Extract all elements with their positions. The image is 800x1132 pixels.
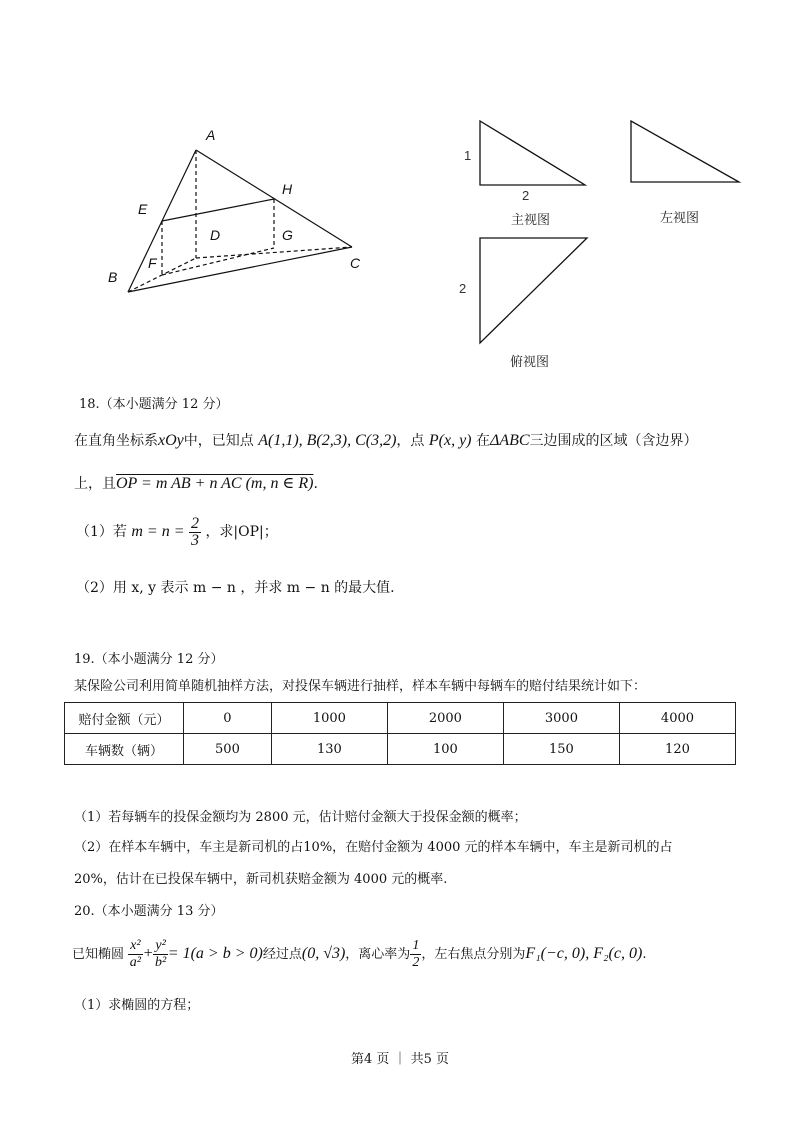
table-row-label: 赔付金额（元） (65, 703, 184, 734)
q18-triangle: ΔABC (489, 432, 530, 449)
label-g: G (282, 227, 293, 243)
q18-part2: （2）用 x, y 表示 m − n ，并求 m − n 的最大值. (76, 580, 395, 596)
q20-ecc-fraction (410, 938, 421, 971)
claims-table (64, 702, 736, 765)
q18-header: 18.（本小题满分 12 分） (79, 397, 229, 412)
q20-line1 (72, 934, 646, 975)
top-view-label: 俯视图 (510, 354, 550, 369)
q20-point: (0, √3) (301, 945, 346, 962)
q18-xoy: xOy (158, 432, 184, 449)
q20-line1-end: . (642, 947, 647, 962)
q20-line1-mid: 经过点 (262, 947, 302, 962)
q18-part1 (76, 514, 278, 550)
q18-points: A(1,1), B(2,3), C(3,2) (258, 432, 397, 449)
front-dim-height: 1 (464, 148, 472, 163)
q19-intro: 某保险公司利用简单随机抽样方法，对投保车辆进行抽样，样本车辆中每辆车的赔付结果统计如下： (74, 679, 647, 694)
q18-frac-num: 2 (190, 514, 199, 532)
table-cell: 4000 (619, 703, 735, 734)
q18-line1 (74, 431, 698, 451)
q18-line2 (74, 474, 318, 494)
q19-part2-line1: （2）在样本车辆中，车主是新司机的占10%，在赔付金额为 4000 元的样本车辆中，车主是新司机的占 (74, 840, 673, 855)
table-cell: 130 (271, 734, 387, 765)
table-row (65, 703, 736, 734)
q18-line1-pre: 在直角坐标系 (74, 433, 158, 449)
q20-plus: + (142, 945, 154, 962)
q18-line1-mid2: ，点 (396, 433, 425, 449)
table-cell: 500 (184, 734, 272, 765)
q20-y-num: y² (155, 938, 166, 953)
q20-line1-pre: 已知椭圆 (72, 947, 125, 962)
table-cell: 0 (184, 703, 272, 734)
side-view (620, 118, 750, 233)
table-cell: 120 (619, 734, 735, 765)
table-row (65, 734, 736, 765)
q18-fraction (189, 516, 201, 549)
pyramid-figure (100, 120, 380, 300)
q18-line2-post: . (313, 476, 318, 492)
table-cell: 2000 (387, 703, 503, 734)
table-cell: 150 (503, 734, 619, 765)
q20-foci: F₁(−c, 0), F₂(c, 0) (525, 945, 643, 962)
label-d: D (210, 227, 221, 243)
q20-line1-post: ，左右焦点分别为 (421, 947, 526, 962)
top-dim-height: 2 (459, 281, 467, 296)
label-a: A (206, 127, 216, 143)
q18-line2-pre: 上，且 (74, 476, 116, 492)
q18-p: P(x, y) (428, 432, 472, 449)
front-dim-width: 2 (522, 188, 530, 203)
q18-frac-den: 3 (190, 531, 199, 549)
front-view (455, 118, 595, 233)
q18-line1-post: 三边围成的区域（含边界） (529, 433, 698, 449)
page-footer: 第4 页 ｜ 共5 页 (350, 1052, 450, 1067)
q20-ecc-num: 1 (412, 938, 420, 953)
q20-line1-mid2: ，离心率为 (345, 947, 411, 962)
label-e: E (138, 201, 148, 217)
q18-vector-eq: OP = m AB + n AC (m, n ∈ R) (116, 475, 314, 492)
q20-header: 20.（本小题满分 13 分） (74, 904, 224, 919)
q20-x-num: x² (130, 938, 141, 953)
q19-part2-line2: 20%，估计在已投保车辆中，新司机获赔金额为 4000 元的概率. (74, 872, 448, 887)
q20-y-fraction (153, 938, 167, 971)
label-c: C (350, 255, 361, 271)
q20-x-fraction (128, 938, 142, 971)
q19-part1: （1）若每辆车的投保金额均为 2800 元，估计赔付金额大于投保金额的概率； (74, 810, 527, 825)
table-cell: 1000 (271, 703, 387, 734)
table-cell: 3000 (503, 703, 619, 734)
table-row-label: 车辆数（辆） (65, 734, 184, 765)
q18-part1-post: ，求|OP|； (205, 524, 278, 540)
label-f: F (148, 255, 157, 271)
label-b: B (108, 269, 118, 285)
q18-part1-pre: （1）若 (76, 524, 127, 540)
q20-ecc-den: 2 (412, 955, 420, 970)
label-h: H (282, 181, 293, 197)
q20-x-den: a² (129, 955, 141, 970)
side-view-label: 左视图 (660, 210, 700, 225)
q18-line1-mid: 中，已知点 (183, 433, 254, 449)
q18-part1-eq: m = n = (131, 523, 185, 540)
q18-line1-mid3: 在 (475, 433, 490, 449)
top-view (455, 235, 595, 375)
q20-ellipse-rest: = 1(a > b > 0) (167, 945, 263, 962)
front-view-label: 主视图 (511, 212, 551, 227)
q19-header: 19.（本小题满分 12 分） (74, 652, 224, 667)
q20-part1: （1）求椭圆的方程； (74, 998, 200, 1013)
table-cell: 100 (387, 734, 503, 765)
q20-y-den: b² (154, 955, 167, 970)
